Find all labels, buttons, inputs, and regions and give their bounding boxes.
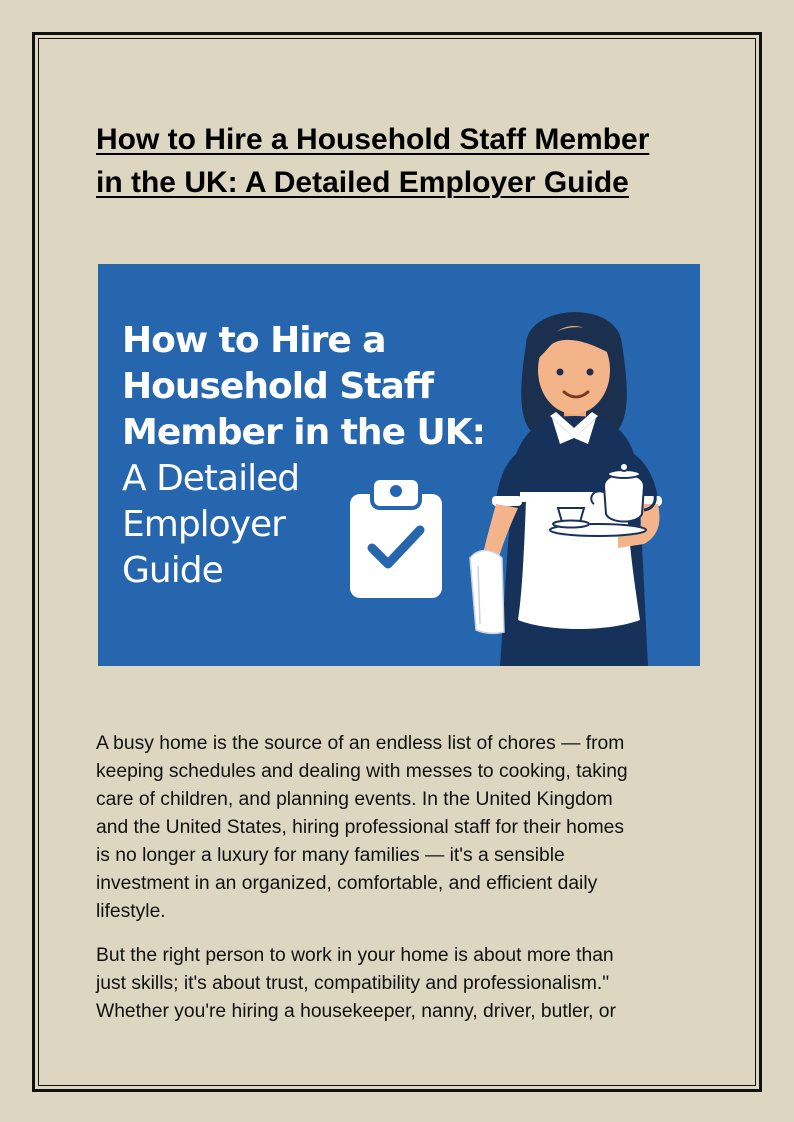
banner-line-3: Member in the UK: bbox=[122, 412, 486, 453]
banner-line-4: A Detailed bbox=[122, 458, 300, 499]
paragraph-intro bbox=[96, 730, 696, 926]
banner-line-2: Household Staff bbox=[122, 366, 434, 407]
banner-line-6: Guide bbox=[122, 550, 223, 591]
banner-line-5: Employer bbox=[122, 504, 285, 545]
page-title bbox=[96, 118, 716, 204]
paragraph-1-line: is no longer a luxury for many families — it's a sensible bbox=[96, 845, 565, 866]
clipboard-checkmark-icon bbox=[346, 474, 446, 600]
paragraph-2-line: Whether you're hiring a housekeeper, nanny, driver, butler, or bbox=[96, 1001, 616, 1022]
paragraph-2-line: just skills; it's about trust, compatibility and professionalism." bbox=[96, 973, 610, 994]
title-line-2: in the UK: A Detailed Employer Guide bbox=[96, 166, 629, 199]
banner-image bbox=[98, 264, 700, 666]
title-line-1: How to Hire a Household Staff Member bbox=[96, 123, 650, 156]
paragraph-1-line: care of children, and planning events. In the United Kingdom bbox=[96, 789, 613, 810]
paragraph-1-line: and the United States, hiring professional staff for their homes bbox=[96, 817, 625, 838]
banner-line-1: How to Hire a bbox=[122, 320, 386, 361]
housekeeper-illustration bbox=[468, 304, 700, 666]
paragraph-1-line: keeping schedules and dealing with messes to cooking, taking bbox=[96, 761, 628, 782]
paragraph-trust bbox=[96, 942, 696, 1026]
paragraph-1-line: investment in an organized, comfortable, and efficient daily bbox=[96, 873, 598, 894]
paragraph-2-line: But the right person to work in your home is about more than bbox=[96, 945, 614, 966]
paragraph-1-line: lifestyle. bbox=[96, 901, 166, 922]
paragraph-1-line: A busy home is the source of an endless list of chores — from bbox=[96, 733, 625, 754]
